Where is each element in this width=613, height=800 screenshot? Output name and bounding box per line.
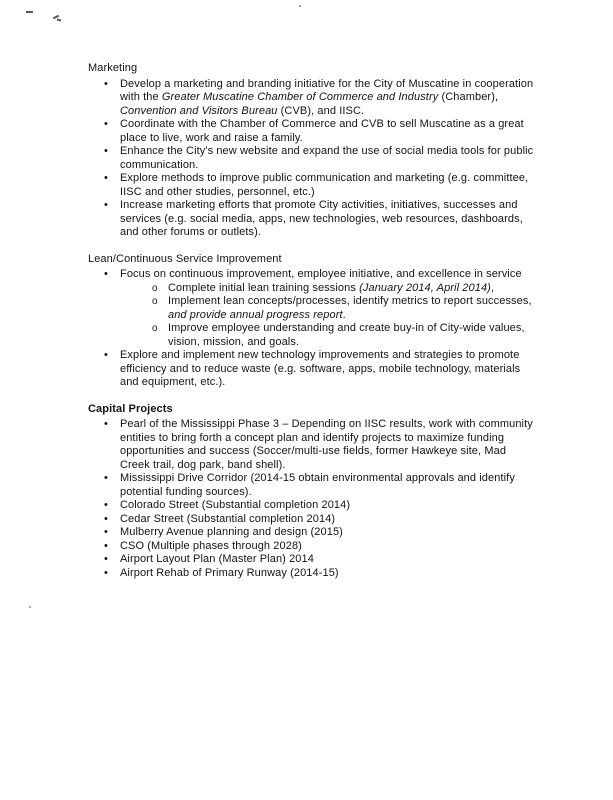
list-item [104,349,536,390]
list-item-text [168,295,536,322]
list-item [104,78,536,119]
section-heading: Marketing [88,62,138,74]
list-item-text: Explore and implement new technology improvements and strategies to promote efficiency and to reduce waste (e.g. software, apps, mobile technology, materials and equipment, etc.). [120,349,521,388]
text-run-italic: Convention and Visitors Bureau [120,104,278,117]
bullet-icon: • [104,566,108,579]
section-capital-projects [88,403,536,581]
bullet-list [88,418,536,580]
text-run: , [490,281,495,294]
list-item-text: Airport Rehab of Primary Runway (2014-15) [120,566,339,579]
bullet-icon: • [104,499,108,511]
sub-list-item [152,282,536,296]
scan-artifact [57,18,61,21]
list-item [104,499,536,513]
bullet-icon: • [104,472,108,484]
bullet-icon: • [104,526,108,538]
list-item-text: Explore methods to improve public communication and marketing (e.g. committee, IISC and other studies, personnel, etc.) [120,172,529,198]
text-run: Implement lean concepts/processes, identify metrics to report successes, [168,295,532,307]
list-item-text: Airport Layout Plan (Master Plan) 2014 [120,553,314,565]
scan-artifact [299,5,301,7]
list-item [104,526,536,540]
list-item [104,567,536,581]
bullet-icon: • [104,172,108,184]
list-item-text: Mississippi Drive Corridor (2014-15 obtain environmental approvals and identify potential funding sources). [120,472,515,498]
list-item [104,199,536,240]
section-marketing [88,62,536,240]
list-item [104,118,536,145]
list-item [104,513,536,527]
bullet-list [88,268,536,390]
list-item-text: Increase marketing efforts that promote City activities, initiatives, successes and services (e.g. social media, apps, new technologies, web resources, dashboards, and other forums or outlets). [120,199,523,238]
text-run: (CVB), and IISC. [277,104,365,117]
sub-bullet-list [152,282,536,350]
list-item [104,268,536,349]
document-content [88,62,536,593]
text-run-italic: and provide annual progress report [168,308,343,321]
sub-list-item [152,295,536,322]
bullet-icon: • [104,349,108,361]
list-item-text: CSO (Multiple phases through 2028) [120,539,302,552]
scan-artifact [26,11,33,13]
bullet-icon: • [104,539,108,552]
list-item [104,553,536,567]
section-heading: Lean/Continuous Service Improvement [88,252,282,265]
bullet-icon: • [104,77,108,90]
bullet-icon: • [104,553,108,565]
text-run: . [342,308,346,321]
list-item-text: Pearl of the Mississippi Phase 3 – Depending on IISC results, work with community entities to bring forth a concept plan and identify projects to maximize funding opportunities and success (Soccer/multi-use fields, former Hawkeye site, Mad Creek trail, dog park, band shell). [120,418,533,471]
sub-bullet-icon: o [152,282,158,294]
list-item [104,145,536,172]
list-item-text: Enhance the City's new website and expand the use of social media tools for public communication. [120,145,534,171]
list-item-text: Improve employee understanding and create buy-in of City-wide values, vision, mission, and goals. [168,322,525,348]
list-item-text: Colorado Street (Substantial completion 2014) [120,499,351,511]
text-run: Complete initial lean training sessions [168,281,360,294]
text-run: Develop a marketing and branding initiative for the City of Muscatine in cooperation with the [120,77,534,103]
text-run: (Chamber), [438,91,499,103]
sub-bullet-icon: o [152,296,158,307]
text-run: Focus on continuous improvement, employee initiative, and excellence in service [120,268,522,280]
list-item [104,540,536,554]
section-heading: Capital Projects [88,402,173,415]
list-item-text: Coordinate with the Chamber of Commerce and CVB to sell Muscatine as a great place to live, work and raise a family. [120,118,524,144]
text-run-italic: (January 2014, April 2014) [359,281,491,294]
bullet-icon: • [104,145,108,157]
list-item [104,172,536,199]
section-lean-continuous-improvement [88,253,536,390]
list-item-text [168,282,536,296]
list-item-text: Mulberry Avenue planning and design (2015) [120,526,343,538]
bullet-icon: • [104,418,108,430]
list-item [104,472,536,499]
scan-artifact [29,606,31,608]
sub-list-item [152,322,536,349]
bullet-icon: • [104,512,108,525]
bullet-icon: • [104,118,108,130]
list-item-text: Cedar Street (Substantial completion 2014) [120,512,336,525]
text-run-italic: Greater Muscatine Chamber of Commerce and Industry [161,91,439,103]
bullet-icon: • [104,268,108,280]
list-item [104,418,536,472]
bullet-icon: • [104,199,108,211]
sub-bullet-icon: o [152,323,158,334]
list-item-text [120,78,536,119]
list-item-text [120,268,536,349]
bullet-list [88,78,536,240]
